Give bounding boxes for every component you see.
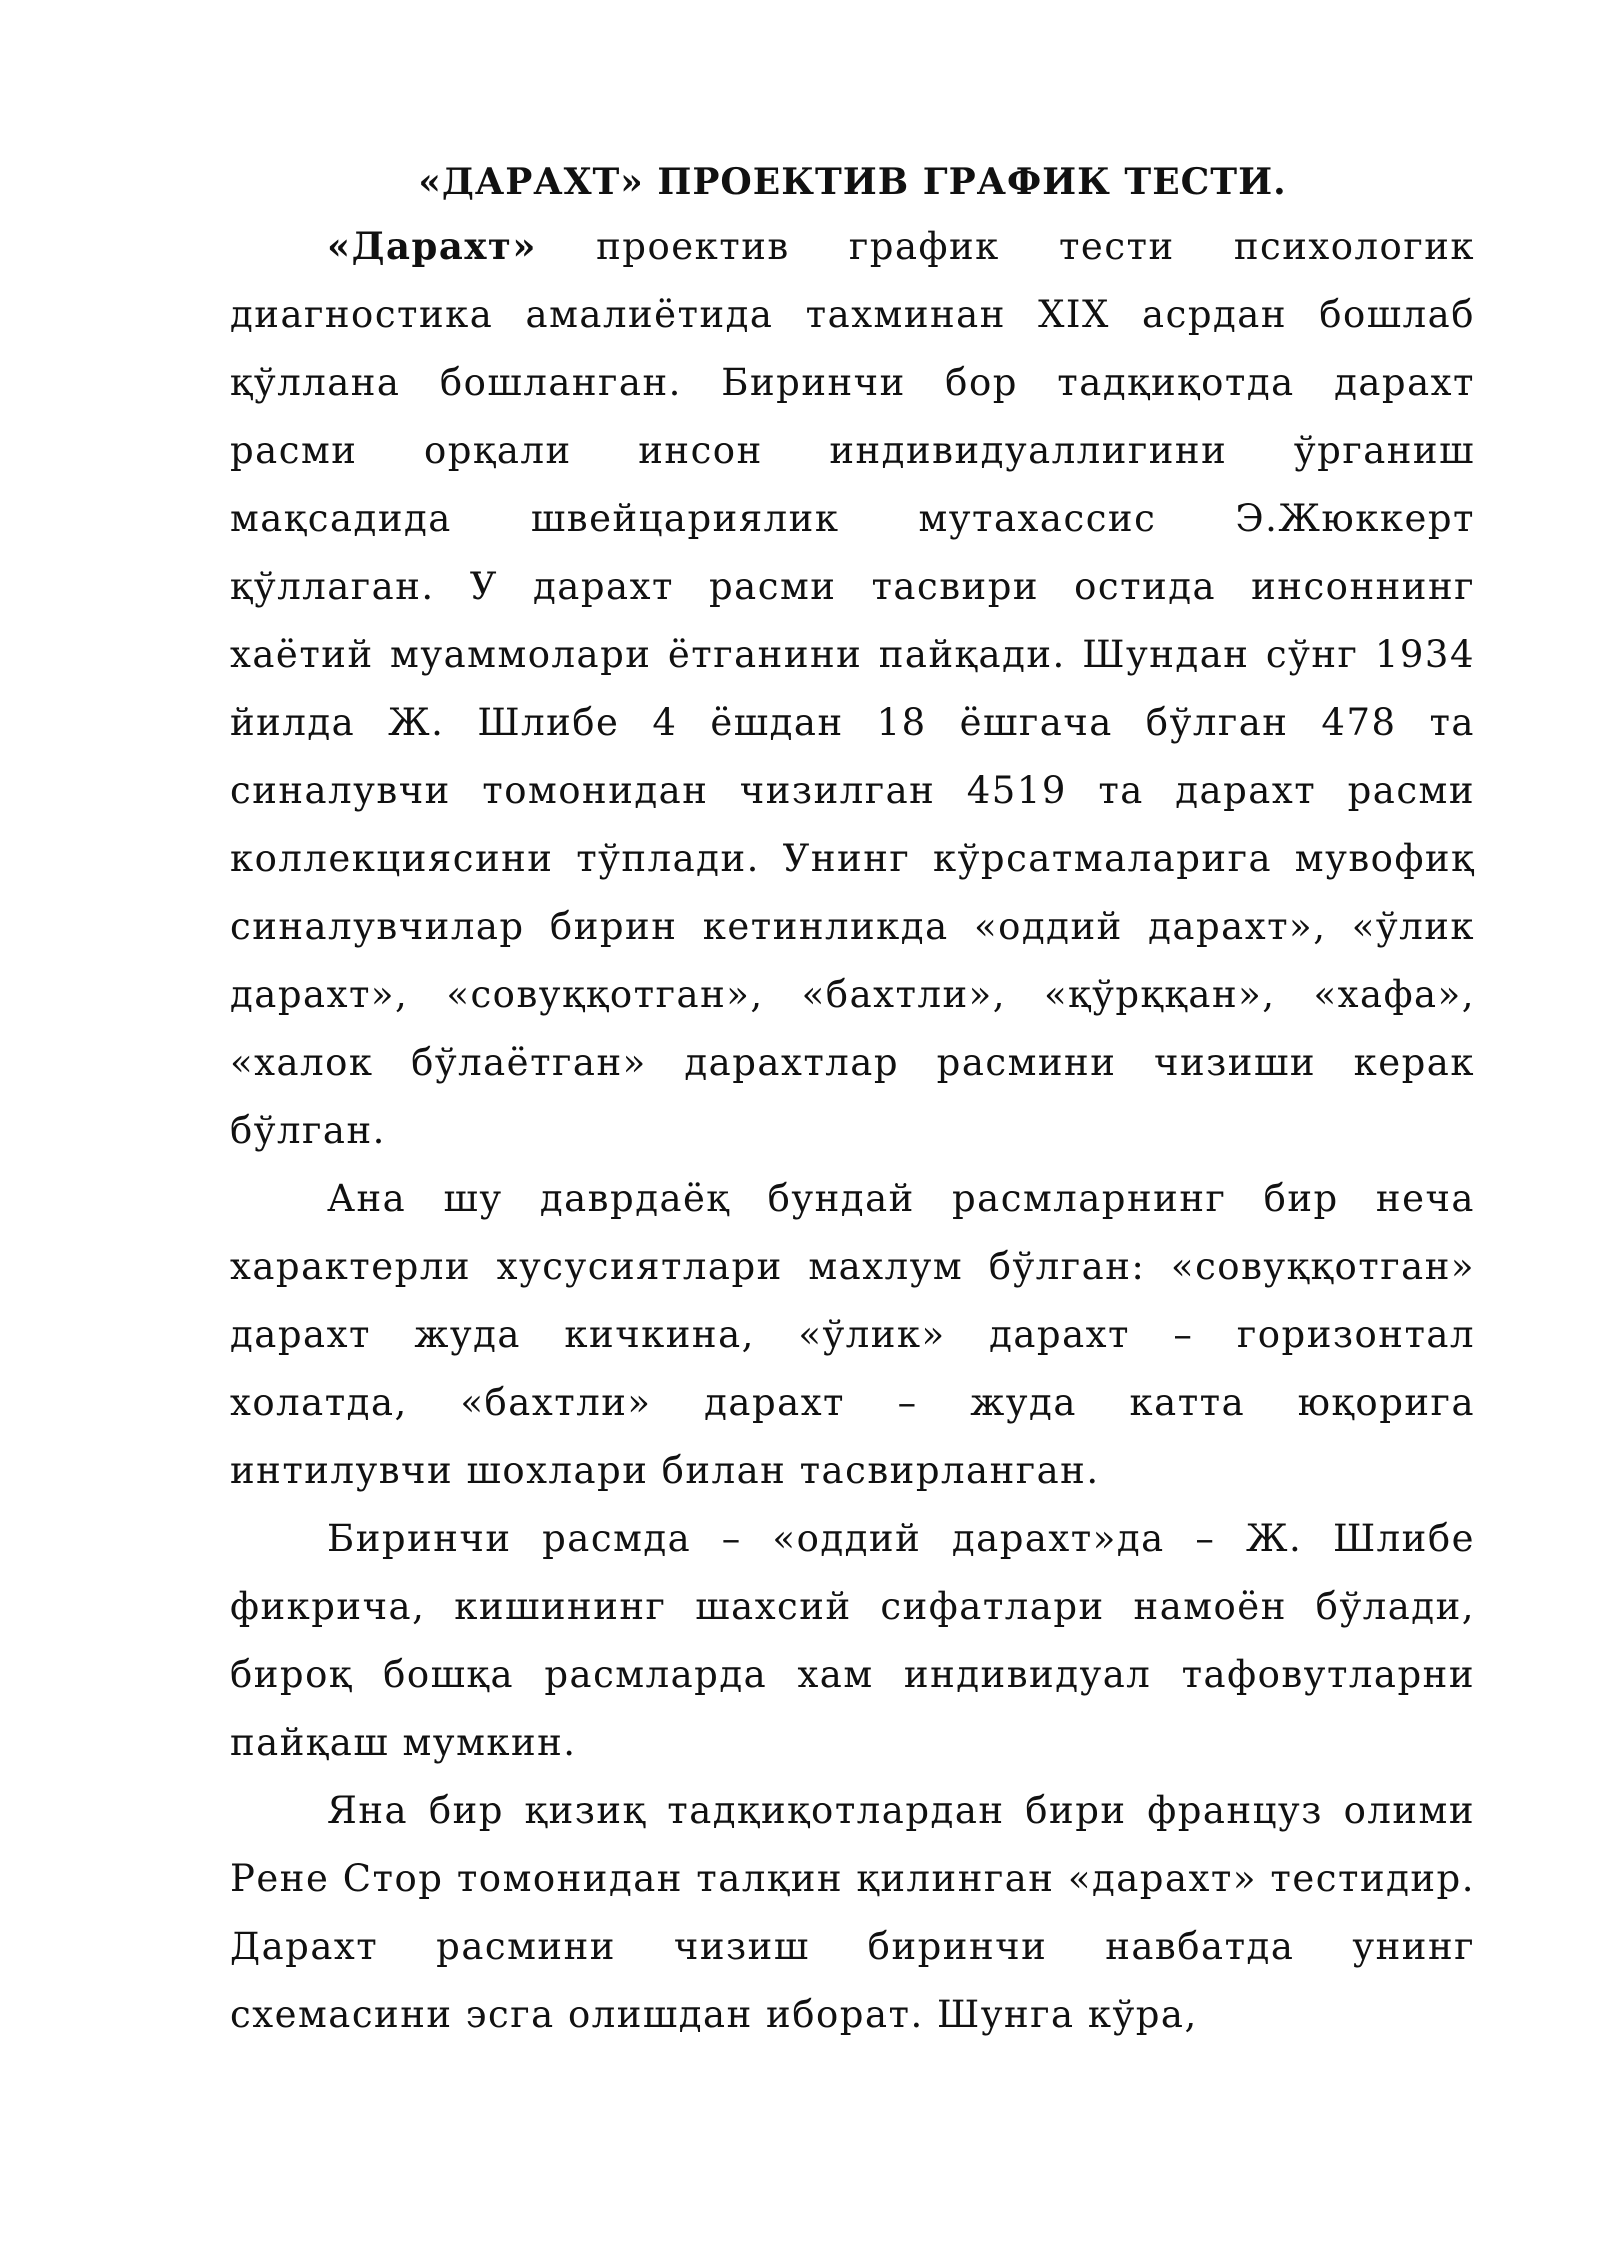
document-title: «ДАРАХТ» ПРОЕКТИВ ГРАФИК ТЕСТИ.: [418, 161, 1287, 203]
paragraph-1: [230, 212, 1475, 1165]
paragraph-3: [230, 1505, 1475, 1777]
paragraph-2-text: Ана шу даврдаёқ бундай расмларнинг бир неча характерли хусусиятлари махлум бўлган: «совуққотган» дарахт жуда кичкина, «ўлик» дарахт – горизонтал холатда, «бахтли» дарахт – жуда катта юқорига интилувчи шохлари билан тасвирланган.: [230, 1177, 1475, 1492]
document-body: [230, 212, 1475, 2049]
paragraph-1-lead: «Дарахт»: [327, 224, 537, 268]
paragraph-3-text: Биринчи расмда – «оддий дарахт»да – Ж. Шлибе фикрича, кишининг шахсий сифатлари намоён бўлади, бироқ бошқа расмларда хам индивидуал тафовутларни пайқаш мумкин.: [230, 1517, 1475, 1764]
paragraph-4: [230, 1777, 1475, 2049]
paragraph-4-text: Яна бир қизиқ тадқиқотлардан бири француз олими Рене Стор томонидан талқин қилинган «дарахт» тестидир. Дарахт расмини чизиш биринчи навбатда унинг схемасини эсга олишдан иборат. Шунга кўра,: [230, 1789, 1475, 2036]
paragraph-1-text: проектив график тести психологик диагностика амалиётида тахминан XIX асрдан бошлаб қўллана бошланган. Биринчи бор тадқиқотда дарахт расми орқали инсон индивидуаллигини ўрганиш мақсадида швейцариялик мутахассис Э.Жюккерт қўллаган. У дарахт расми тасвири остида инсоннинг хаётий муаммолари ётганини пайқади. Шундан сўнг 1934 йилда Ж. Шлибе 4 ёшдан 18 ёшгача бўлган 478 та синалувчи томонидан чизилган 4519 та дарахт расми коллекциясини тўплади. Унинг кўрсатмаларига мувофиқ синалувчилар бирин кетинликда «оддий дарахт», «ўлик дарахт», «совуққотган», «бахтли», «қўрққан», «хафа», «халок бўлаётган» дарахтлар расмини чизиши керак бўлган.: [230, 225, 1475, 1152]
paragraph-2: [230, 1165, 1475, 1505]
